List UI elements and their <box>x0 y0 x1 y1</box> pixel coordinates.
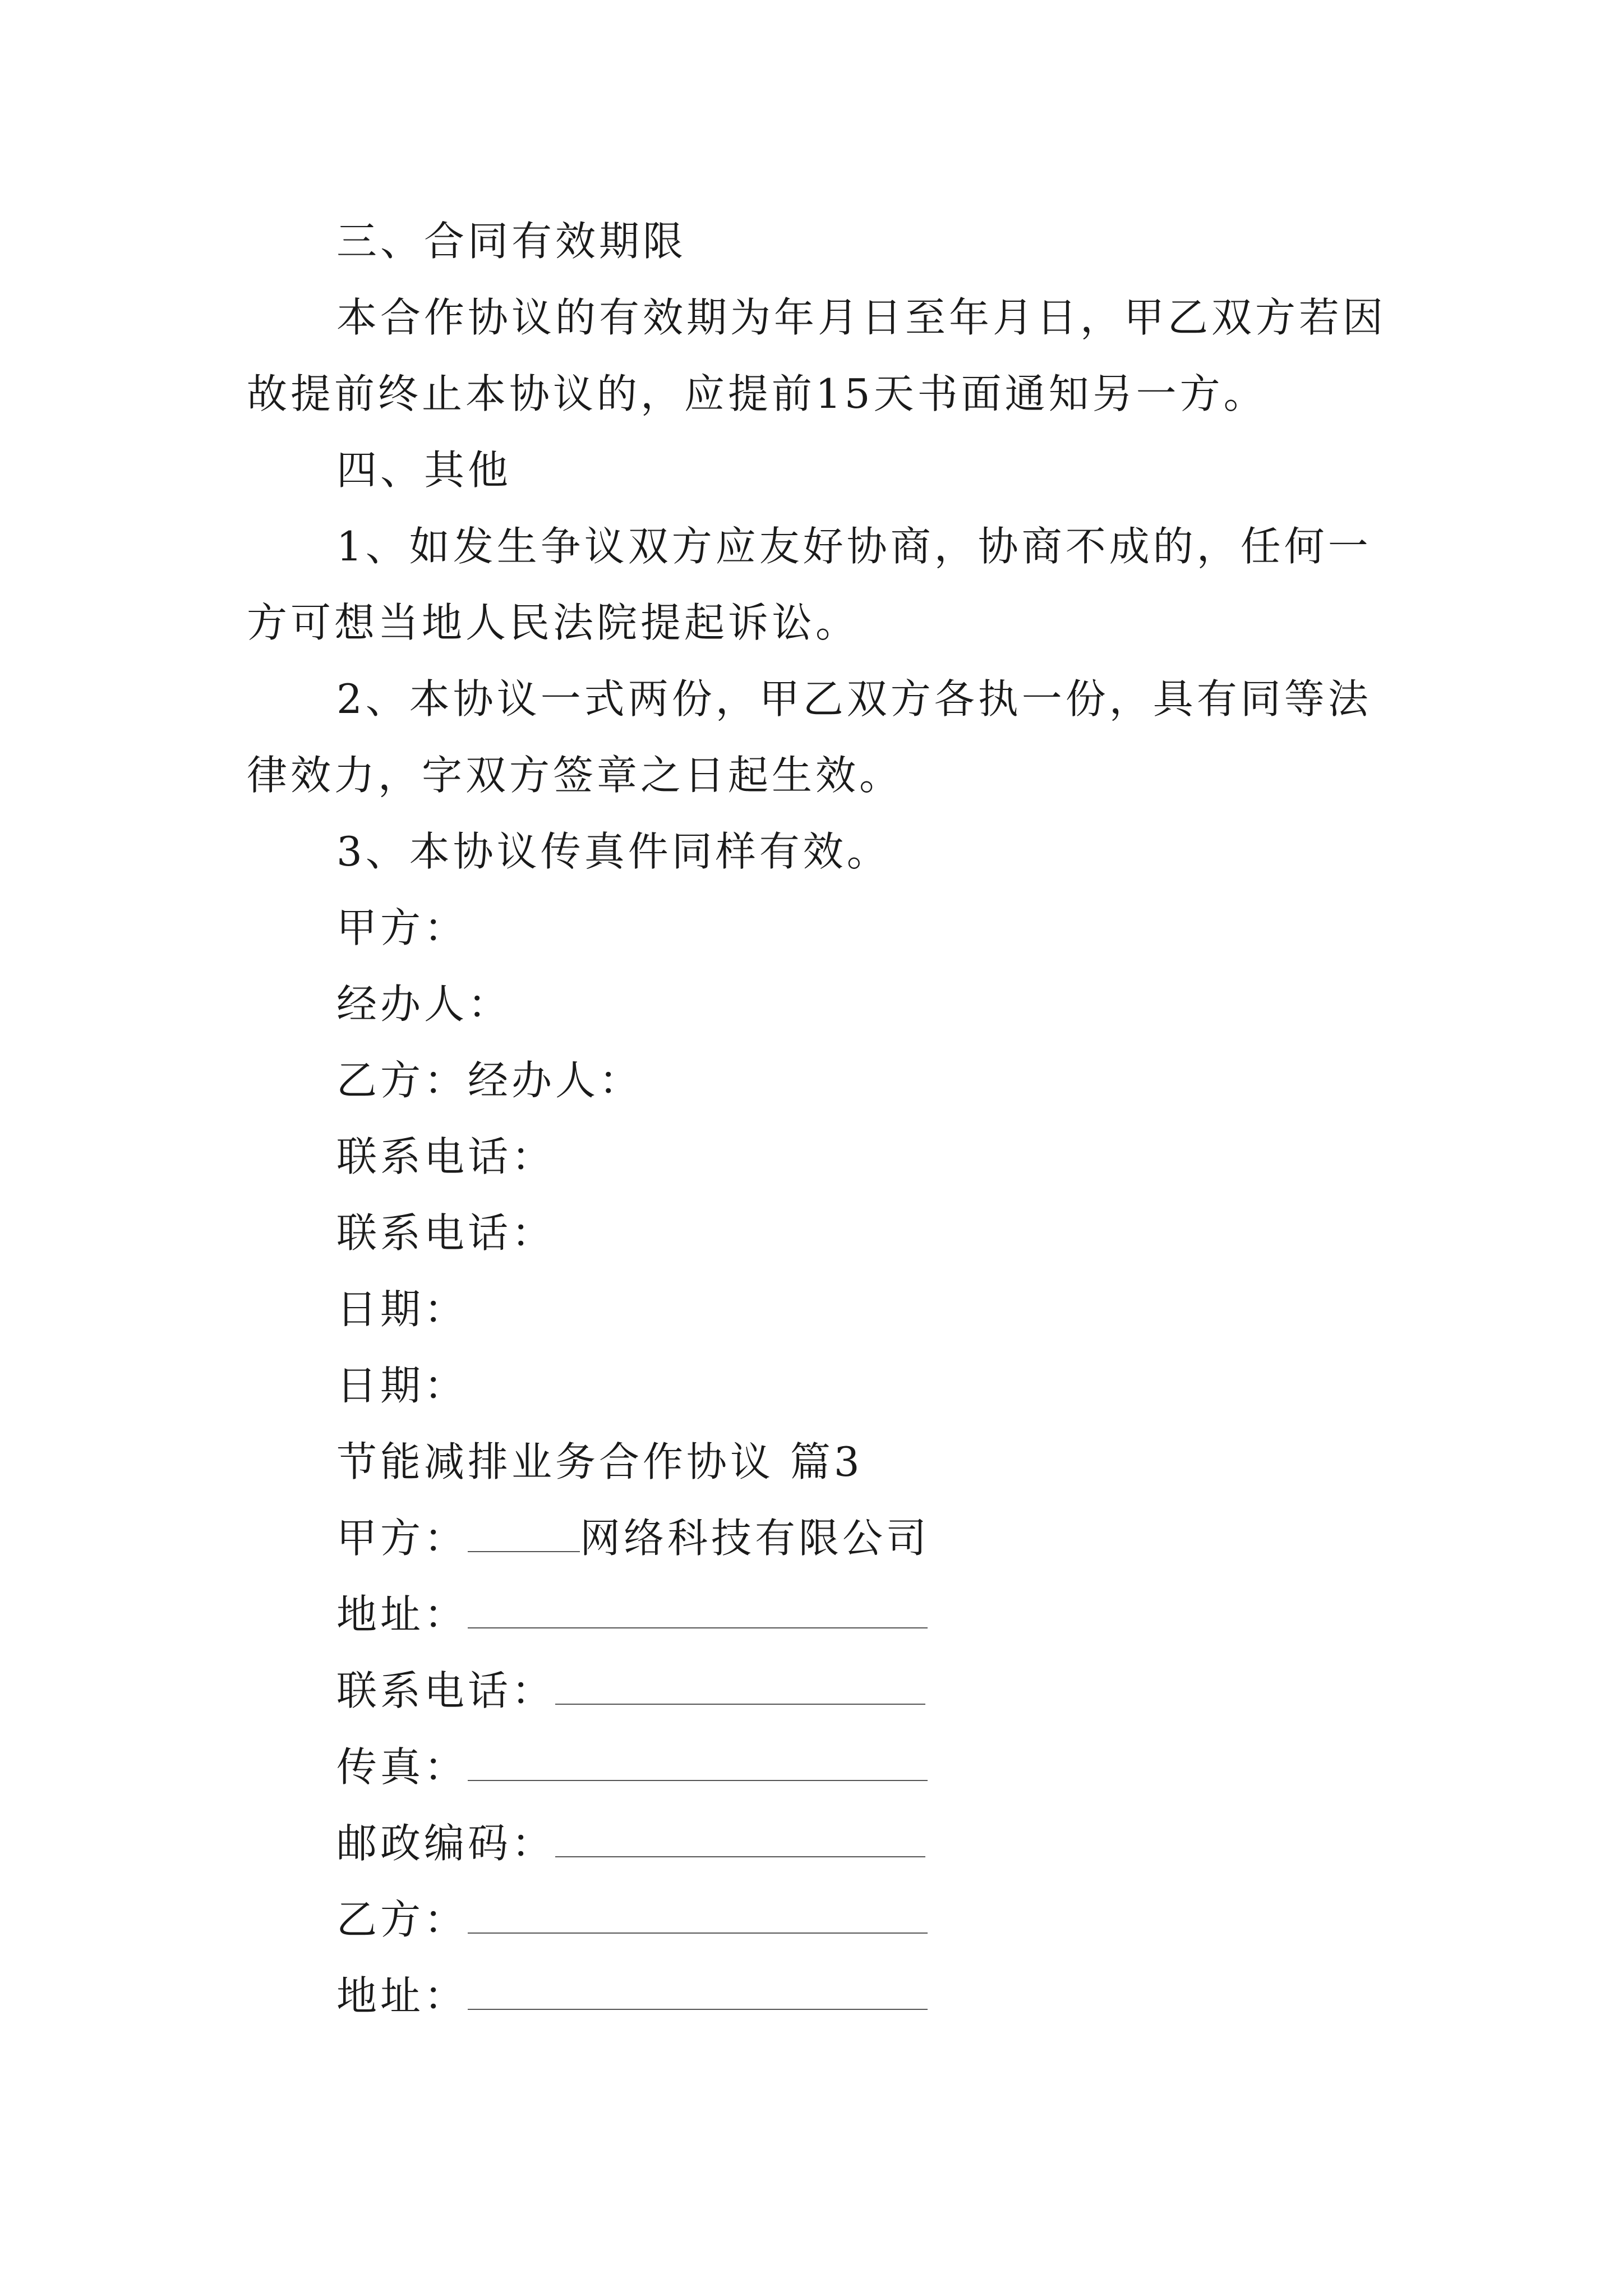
address-label: 地址： <box>336 1591 468 1638</box>
signature-date-2: 日期： <box>336 1362 468 1409</box>
postcode-row <box>336 1815 925 1871</box>
signature-agent-1: 经办人： <box>336 981 512 1028</box>
section-heading-validity: 三、合同有效期限 <box>336 218 687 265</box>
other-item-1-line-2: 方可想当地人民法院提起诉讼。 <box>247 599 860 646</box>
postcode-blank <box>555 1817 925 1857</box>
fax-row <box>336 1739 928 1795</box>
phone-label: 联系电话： <box>336 1667 556 1714</box>
postcode-label: 邮政编码： <box>336 1820 556 1867</box>
signature-date-1: 日期： <box>336 1286 468 1333</box>
address-b-blank <box>468 1970 928 2010</box>
fax-label: 传真： <box>336 1743 468 1791</box>
party-a-suffix: 网络科技有限公司 <box>580 1515 930 1562</box>
party-a-row <box>336 1510 930 1566</box>
validity-paragraph-line-2: 故提前终止本协议的，应提前15天书面通知另一方。 <box>247 370 1267 417</box>
signature-party-a: 甲方： <box>336 904 468 951</box>
section-heading-other: 四、其他 <box>336 447 512 494</box>
other-item-1-line-1: 1、如发生争议双方应友好协商，协商不成的，任何一 <box>336 523 1372 570</box>
validity-paragraph-line-1: 本合作协议的有效期为年月日至年月日，甲乙双方若因 <box>336 294 1387 341</box>
party-a-label: 甲方： <box>336 1515 468 1562</box>
address-blank <box>468 1588 928 1628</box>
address-row <box>336 1586 928 1642</box>
article-title: 节能减排业务合作协议 篇3 <box>336 1438 863 1485</box>
other-item-3: 3、本协议传真件同样有效。 <box>336 828 891 875</box>
address-b-label: 地址： <box>336 1972 468 2019</box>
signature-phone-1: 联系电话： <box>336 1133 556 1180</box>
address-b-row <box>336 1968 928 2024</box>
party-b-blank <box>468 1893 928 1934</box>
other-item-2-line-1: 2、本协议一式两份，甲乙双方各执一份，具有同等法 <box>336 675 1372 723</box>
signature-party-b-agent: 乙方：经办人： <box>336 1057 643 1104</box>
party-b-label: 乙方： <box>336 1896 468 1943</box>
phone-row <box>336 1663 925 1719</box>
party-b-row <box>336 1892 928 1948</box>
phone-blank <box>555 1664 925 1705</box>
party-a-blank <box>468 1512 580 1552</box>
fax-blank <box>468 1741 928 1781</box>
other-item-2-line-2: 律效力，字双方签章之日起生效。 <box>247 752 903 799</box>
signature-phone-2: 联系电话： <box>336 1209 556 1257</box>
